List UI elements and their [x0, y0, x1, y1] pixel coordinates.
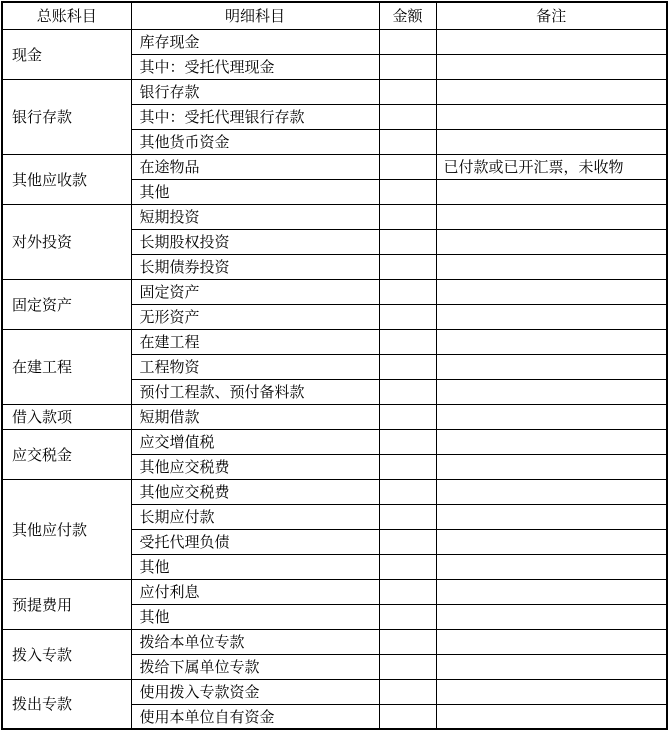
detail-cell: 其中：受托代理现金	[131, 54, 379, 79]
detail-cell: 固定资产	[131, 279, 379, 304]
header-row	[2, 2, 667, 29]
remark-cell	[436, 304, 667, 329]
detail-cell: 使用本单位自有资金	[131, 704, 379, 729]
remark-cell	[436, 479, 667, 504]
remark-cell	[436, 704, 667, 729]
ledger-cell: 拨出专款	[2, 679, 131, 729]
remark-cell	[436, 579, 667, 604]
remark-cell	[436, 179, 667, 204]
amount-cell	[379, 504, 436, 529]
detail-cell: 其他	[131, 554, 379, 579]
table-row	[2, 154, 667, 179]
amount-cell	[379, 29, 436, 54]
detail-cell: 使用拨入专款资金	[131, 679, 379, 704]
amount-cell	[379, 404, 436, 429]
amount-cell	[379, 279, 436, 304]
detail-cell: 应交增值税	[131, 429, 379, 454]
remark-cell	[436, 354, 667, 379]
table-row	[2, 679, 667, 704]
detail-cell: 长期股权投资	[131, 229, 379, 254]
header-amount: 金额	[379, 2, 436, 29]
remark-cell	[436, 104, 667, 129]
remark-cell	[436, 554, 667, 579]
ledger-cell: 借入款项	[2, 404, 131, 429]
table-row	[2, 429, 667, 454]
remark-cell	[436, 229, 667, 254]
table-row	[2, 479, 667, 504]
remark-cell	[436, 654, 667, 679]
amount-cell	[379, 604, 436, 629]
remark-cell	[436, 129, 667, 154]
table-row	[2, 329, 667, 354]
table-row	[2, 579, 667, 604]
ledger-cell: 现金	[2, 29, 131, 79]
table-row	[2, 204, 667, 229]
amount-cell	[379, 704, 436, 729]
ledger-cell: 其他应付款	[2, 479, 131, 579]
amount-cell	[379, 679, 436, 704]
amount-cell	[379, 304, 436, 329]
remark-cell	[436, 504, 667, 529]
amount-cell	[379, 654, 436, 679]
amount-cell	[379, 54, 436, 79]
ledger-cell: 应交税金	[2, 429, 131, 479]
detail-cell: 在途物品	[131, 154, 379, 179]
detail-cell: 在建工程	[131, 329, 379, 354]
amount-cell	[379, 254, 436, 279]
ledger-cell: 拨入专款	[2, 629, 131, 679]
remark-cell	[436, 29, 667, 54]
table-row	[2, 404, 667, 429]
remark-cell	[436, 329, 667, 354]
amount-cell	[379, 529, 436, 554]
remark-cell	[436, 279, 667, 304]
detail-cell: 无形资产	[131, 304, 379, 329]
amount-cell	[379, 204, 436, 229]
detail-cell: 拨给本单位专款	[131, 629, 379, 654]
detail-cell: 拨给下属单位专款	[131, 654, 379, 679]
account-table	[1, 1, 668, 730]
detail-cell: 应付利息	[131, 579, 379, 604]
amount-cell	[379, 179, 436, 204]
header-detail: 明细科目	[131, 2, 379, 29]
header-remark: 备注	[436, 2, 667, 29]
detail-cell: 其他	[131, 179, 379, 204]
ledger-cell: 在建工程	[2, 329, 131, 404]
detail-cell: 其他应交税费	[131, 479, 379, 504]
detail-cell: 预付工程款、预付备料款	[131, 379, 379, 404]
remark-cell	[436, 429, 667, 454]
remark-cell	[436, 629, 667, 654]
amount-cell	[379, 579, 436, 604]
detail-cell: 库存现金	[131, 29, 379, 54]
remark-cell: 已付款或已开汇票，未收物	[436, 154, 667, 179]
amount-cell	[379, 429, 436, 454]
ledger-cell: 固定资产	[2, 279, 131, 329]
remark-cell	[436, 604, 667, 629]
amount-cell	[379, 129, 436, 154]
ledger-cell: 对外投资	[2, 204, 131, 279]
remark-cell	[436, 254, 667, 279]
amount-cell	[379, 479, 436, 504]
table-body	[2, 29, 667, 729]
remark-cell	[436, 379, 667, 404]
table-row	[2, 29, 667, 54]
amount-cell	[379, 629, 436, 654]
amount-cell	[379, 79, 436, 104]
detail-cell: 长期应付款	[131, 504, 379, 529]
table-row	[2, 279, 667, 304]
amount-cell	[379, 454, 436, 479]
detail-cell: 工程物资	[131, 354, 379, 379]
remark-cell	[436, 679, 667, 704]
remark-cell	[436, 204, 667, 229]
amount-cell	[379, 379, 436, 404]
table-row	[2, 79, 667, 104]
amount-cell	[379, 554, 436, 579]
detail-cell: 短期借款	[131, 404, 379, 429]
ledger-cell: 预提费用	[2, 579, 131, 629]
amount-cell	[379, 154, 436, 179]
remark-cell	[436, 454, 667, 479]
detail-cell: 其他应交税费	[131, 454, 379, 479]
detail-cell: 其中：受托代理银行存款	[131, 104, 379, 129]
remark-cell	[436, 54, 667, 79]
remark-cell	[436, 404, 667, 429]
detail-cell: 其他货币资金	[131, 129, 379, 154]
amount-cell	[379, 104, 436, 129]
amount-cell	[379, 229, 436, 254]
ledger-cell: 其他应收款	[2, 154, 131, 204]
detail-cell: 其他	[131, 604, 379, 629]
remark-cell	[436, 529, 667, 554]
ledger-cell: 银行存款	[2, 79, 131, 154]
amount-cell	[379, 329, 436, 354]
detail-cell: 银行存款	[131, 79, 379, 104]
detail-cell: 长期债券投资	[131, 254, 379, 279]
detail-cell: 受托代理负债	[131, 529, 379, 554]
amount-cell	[379, 354, 436, 379]
detail-cell: 短期投资	[131, 204, 379, 229]
header-ledger: 总账科目	[2, 2, 131, 29]
remark-cell	[436, 79, 667, 104]
table-row	[2, 629, 667, 654]
